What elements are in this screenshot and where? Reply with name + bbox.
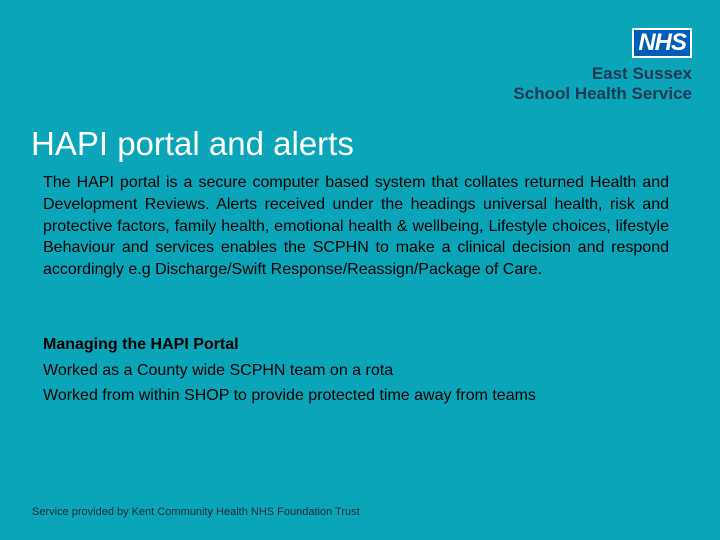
managing-item: Worked from within SHOP to provide protected time away from teams [43,387,536,404]
managing-item: Worked as a County wide SCPHN team on a rota [43,361,394,379]
org-name-line1: East Sussex [591,64,692,83]
body-paragraph: The HAPI portal is a secure computer based system that collates returned Health and Development Reviews. Alerts received under the headings universal health, risk and protective factors, family health, emotional health & wellbeing, Lifestyle choices, lifestyle Behaviour and services enables the SCPHN to make a clinical decision and respond accordingly e.g Discharge/Swift Response/Reassign/Package of Care. [43,174,669,279]
slide-title: HAPI portal and alerts [31,125,354,162]
managing-section [43,332,669,409]
nhs-logo-block [513,28,692,104]
nhs-logo: NHS [632,28,692,58]
managing-heading: Managing the HAPI Portal [43,336,239,353]
org-name-line2: School Health Service [513,84,692,103]
footer-text: Service provided by Kent Community Health NHS Foundation Trust [32,506,360,518]
